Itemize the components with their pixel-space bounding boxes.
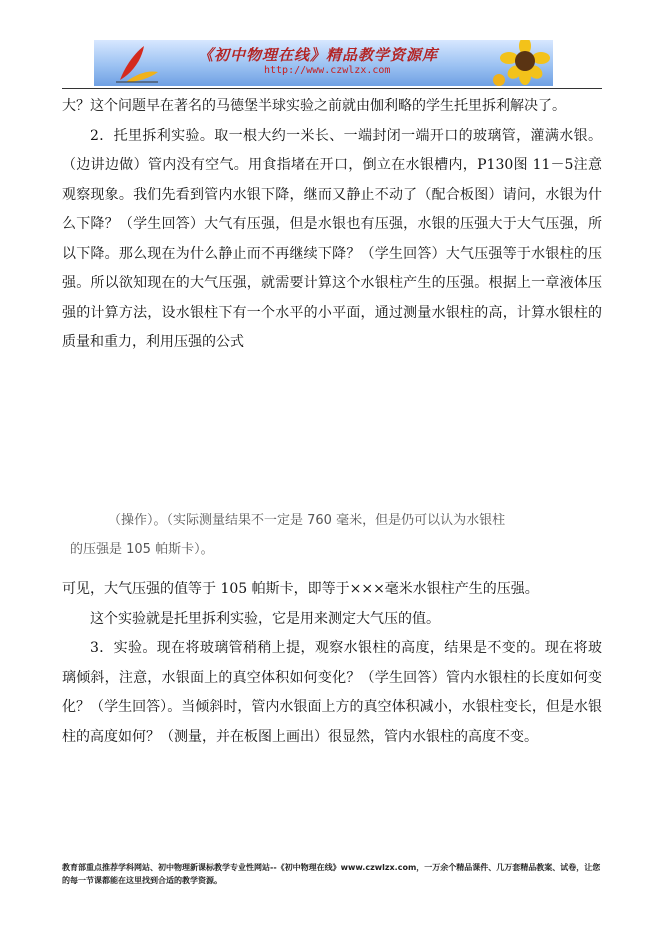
paragraph-1: 大？这个问题早在著名的马德堡半球实验之前就由伽利略的学生托里拆利解决了。 <box>62 98 566 114</box>
scanned-note <box>62 506 602 564</box>
paragraph-3: 可见，大气压强的值等于 105 帕斯卡，即等于×××毫米水银柱产生的压强。 <box>62 581 539 597</box>
document-body <box>62 92 602 358</box>
header-rule <box>62 88 602 89</box>
site-title: 《初中物理在线》精品教学资源库 <box>198 46 439 64</box>
document-body-continued <box>62 575 602 752</box>
header-banner <box>94 40 553 86</box>
paragraph-4: 这个实验就是托里拆利实验，它是用来测定大气压的值。 <box>90 610 440 627</box>
paragraph-2: 2．托里拆利实验。取一根大约一米长、一端封闭一端开口的玻璃管，灌满水银。（边讲边做）管内没有空气。用食指堵在开口，倒立在水银槽内，P130图 11－5注意观察现象。我们先看到管内水银下降，继而又静止不动了（配合板图）请问，水银为什么下降？（学生回答）大气有压强，但是水银也有压强，水银的压强大于大气压强，所以下降。那么现在为什么静止而不再继续下降？（学生回答）大气压强等于水银柱的压强。所以欲知现在的大气压强，就需要计算这个水银柱产生的压强。根据上一章液体压强的计算方法，设水银柱下有一个水平的小平面，通过测量水银柱的高，计算水银柱的质量和重力，利用压强的公式 <box>62 127 602 350</box>
sunflower-icon <box>489 40 551 86</box>
scanned-note-line-2: 的压强是 105 帕斯卡）。 <box>70 542 214 557</box>
site-url[interactable]: http://www.czwlzx.com <box>264 65 391 76</box>
scanned-note-line-1: （操作）。（实际测量结果不一定是 760 毫米，但是仍可以认为水银柱 <box>108 513 506 528</box>
page-footer: 教育部重点推荐学科网站、初中物理新课标教学专业性网站--《初中物理在线》www.czwlzx.com，一万余个精品课件、几万套精品教案、试卷，让您的每一节课都能在这里找到合适的教学资源。 <box>62 863 601 885</box>
red-leaf-logo-icon <box>112 44 162 84</box>
paragraph-5: 3．实验。现在将玻璃管稍稍上提，观察水银柱的高度，结果是不变的。现在将玻璃倾斜，注意，水银面上的真空体积如何变化？（学生回答）管内水银柱的长度如何变化？（学生回答）。当倾斜时，管内水银面上方的真空体积减小，水银柱变长，但是水银柱的高度如何？（测量，并在板图上画出）很显然，管内水银柱的高度不变。 <box>62 640 602 745</box>
